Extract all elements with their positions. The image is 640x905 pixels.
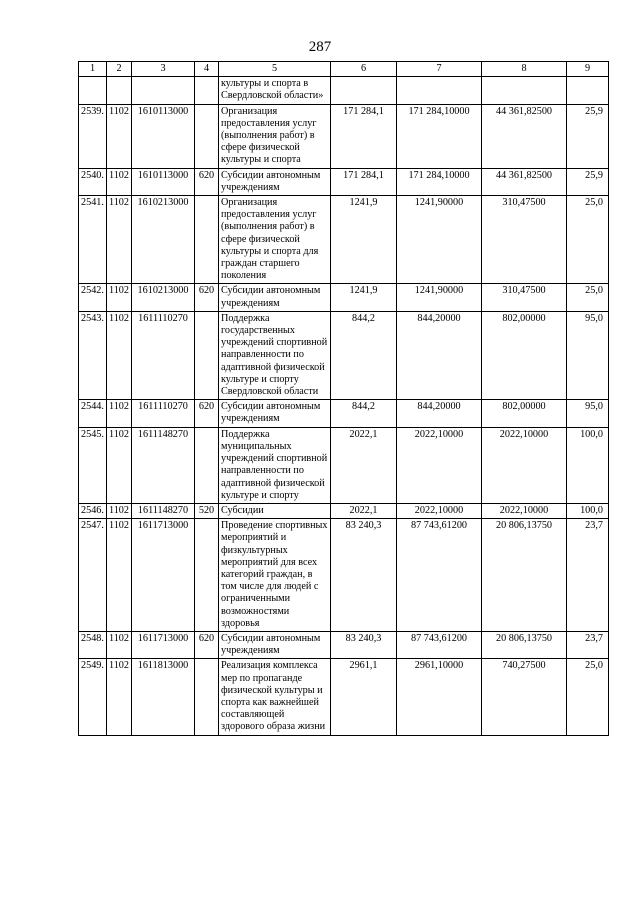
execution-percent: 25,9	[567, 104, 609, 168]
target-article-code: 1611110270	[132, 311, 195, 399]
executed-amount: 802,00000	[482, 400, 567, 427]
item-name: Субсидии автономным учреждениям	[219, 168, 331, 195]
col-header-2: 2	[107, 62, 132, 77]
target-article-code: 1610113000	[132, 104, 195, 168]
refined-amount: 844,20000	[397, 311, 482, 399]
execution-percent: 25,0	[567, 659, 609, 735]
executed-amount: 44 361,82500	[482, 104, 567, 168]
target-article-code: 1610113000	[132, 168, 195, 195]
plan-amount: 2022,1	[331, 503, 397, 518]
table-row	[79, 427, 609, 503]
section-code: 1102	[107, 631, 132, 658]
section-code: 1102	[107, 196, 132, 284]
table-row	[79, 519, 609, 632]
refined-amount: 171 284,10000	[397, 104, 482, 168]
col-header-1: 1	[79, 62, 107, 77]
row-number: 2540.	[79, 168, 107, 195]
plan-amount: 844,2	[331, 400, 397, 427]
execution-percent: 25,0	[567, 284, 609, 311]
table-row	[79, 659, 609, 735]
section-code: 1102	[107, 168, 132, 195]
col-header-8: 8	[482, 62, 567, 77]
col-header-9: 9	[567, 62, 609, 77]
section-code: 1102	[107, 519, 132, 632]
refined-amount: 87 743,61200	[397, 519, 482, 632]
item-name: Организация предоставления услуг (выполнения работ) в сфере физической культуры и спорта для граждан старшего поколения	[219, 196, 331, 284]
row-number: 2546.	[79, 503, 107, 518]
row-number: 2544.	[79, 400, 107, 427]
table-header-row	[79, 62, 609, 77]
execution-percent	[567, 77, 609, 104]
execution-percent: 23,7	[567, 631, 609, 658]
row-number	[79, 77, 107, 104]
expense-type-code	[195, 427, 219, 503]
target-article-code: 1610213000	[132, 196, 195, 284]
item-name: культуры и спорта в Свердловской области»	[219, 77, 331, 104]
table-row	[79, 400, 609, 427]
refined-amount: 844,20000	[397, 400, 482, 427]
executed-amount: 310,47500	[482, 196, 567, 284]
plan-amount: 1241,9	[331, 196, 397, 284]
expense-type-code: 620	[195, 400, 219, 427]
executed-amount	[482, 77, 567, 104]
table-row	[79, 503, 609, 518]
item-name: Поддержка государственных учреждений спортивной направленности по адаптивной физической культуре и спорту Свердловской области	[219, 311, 331, 399]
row-number: 2539.	[79, 104, 107, 168]
execution-percent: 95,0	[567, 400, 609, 427]
plan-amount: 171 284,1	[331, 104, 397, 168]
plan-amount: 83 240,3	[331, 631, 397, 658]
expense-type-code	[195, 311, 219, 399]
target-article-code: 1610213000	[132, 284, 195, 311]
section-code: 1102	[107, 311, 132, 399]
item-name: Субсидии автономным учреждениям	[219, 631, 331, 658]
executed-amount: 44 361,82500	[482, 168, 567, 195]
item-name: Организация предоставления услуг (выполнения работ) в сфере физической культуры и спорта	[219, 104, 331, 168]
row-number: 2545.	[79, 427, 107, 503]
target-article-code: 1611110270	[132, 400, 195, 427]
row-number: 2548.	[79, 631, 107, 658]
expense-type-code	[195, 519, 219, 632]
executed-amount: 310,47500	[482, 284, 567, 311]
plan-amount: 2961,1	[331, 659, 397, 735]
executed-amount: 20 806,13750	[482, 519, 567, 632]
target-article-code: 1611148270	[132, 427, 195, 503]
expense-type-code	[195, 196, 219, 284]
executed-amount: 802,00000	[482, 311, 567, 399]
col-header-6: 6	[331, 62, 397, 77]
expense-type-code: 520	[195, 503, 219, 518]
expense-type-code: 620	[195, 631, 219, 658]
plan-amount: 844,2	[331, 311, 397, 399]
row-number: 2543.	[79, 311, 107, 399]
target-article-code: 1611148270	[132, 503, 195, 518]
item-name: Реализация комплекса мер по пропаганде физической культуры и спорта как важнейшей составляющей здорового образа жизни	[219, 659, 331, 735]
execution-percent: 95,0	[567, 311, 609, 399]
row-number: 2549.	[79, 659, 107, 735]
table-row	[79, 311, 609, 399]
expense-type-code	[195, 104, 219, 168]
refined-amount: 1241,90000	[397, 196, 482, 284]
item-name: Субсидии автономным учреждениям	[219, 284, 331, 311]
target-article-code: 1611713000	[132, 519, 195, 632]
item-name: Поддержка муниципальных учреждений спортивной направленности по адаптивной физической культуре и спорту	[219, 427, 331, 503]
row-number: 2541.	[79, 196, 107, 284]
section-code	[107, 77, 132, 104]
refined-amount: 171 284,10000	[397, 168, 482, 195]
table-row	[79, 284, 609, 311]
page-number: 287	[308, 39, 332, 55]
plan-amount	[331, 77, 397, 104]
execution-percent: 100,0	[567, 503, 609, 518]
item-name: Проведение спортивных мероприятий и физкультурных мероприятий для всех категорий граждан, в том числе для людей с ограниченными возможностями здоровья	[219, 519, 331, 632]
col-header-5: 5	[219, 62, 331, 77]
target-article-code	[132, 77, 195, 104]
executed-amount: 2022,10000	[482, 503, 567, 518]
table-row	[79, 196, 609, 284]
execution-percent: 100,0	[567, 427, 609, 503]
row-number: 2547.	[79, 519, 107, 632]
execution-percent: 25,0	[567, 196, 609, 284]
table-row	[79, 631, 609, 658]
expense-type-code	[195, 77, 219, 104]
section-code: 1102	[107, 284, 132, 311]
refined-amount: 87 743,61200	[397, 631, 482, 658]
plan-amount: 171 284,1	[331, 168, 397, 195]
section-code: 1102	[107, 659, 132, 735]
plan-amount: 2022,1	[331, 427, 397, 503]
section-code: 1102	[107, 104, 132, 168]
plan-amount: 1241,9	[331, 284, 397, 311]
executed-amount: 740,27500	[482, 659, 567, 735]
refined-amount: 2022,10000	[397, 503, 482, 518]
table-row	[79, 104, 609, 168]
table-row	[79, 77, 609, 104]
refined-amount: 2022,10000	[397, 427, 482, 503]
executed-amount: 2022,10000	[482, 427, 567, 503]
table-row	[79, 168, 609, 195]
col-header-4: 4	[195, 62, 219, 77]
budget-table	[78, 61, 609, 736]
refined-amount: 2961,10000	[397, 659, 482, 735]
section-code: 1102	[107, 503, 132, 518]
target-article-code: 1611713000	[132, 631, 195, 658]
execution-percent: 23,7	[567, 519, 609, 632]
execution-percent: 25,9	[567, 168, 609, 195]
row-number: 2542.	[79, 284, 107, 311]
target-article-code: 1611813000	[132, 659, 195, 735]
section-code: 1102	[107, 427, 132, 503]
expense-type-code: 620	[195, 168, 219, 195]
col-header-3: 3	[132, 62, 195, 77]
expense-type-code: 620	[195, 284, 219, 311]
expense-type-code	[195, 659, 219, 735]
section-code: 1102	[107, 400, 132, 427]
refined-amount: 1241,90000	[397, 284, 482, 311]
plan-amount: 83 240,3	[331, 519, 397, 632]
executed-amount: 20 806,13750	[482, 631, 567, 658]
item-name: Субсидии	[219, 503, 331, 518]
col-header-7: 7	[397, 62, 482, 77]
refined-amount	[397, 77, 482, 104]
item-name: Субсидии автономным учреждениям	[219, 400, 331, 427]
